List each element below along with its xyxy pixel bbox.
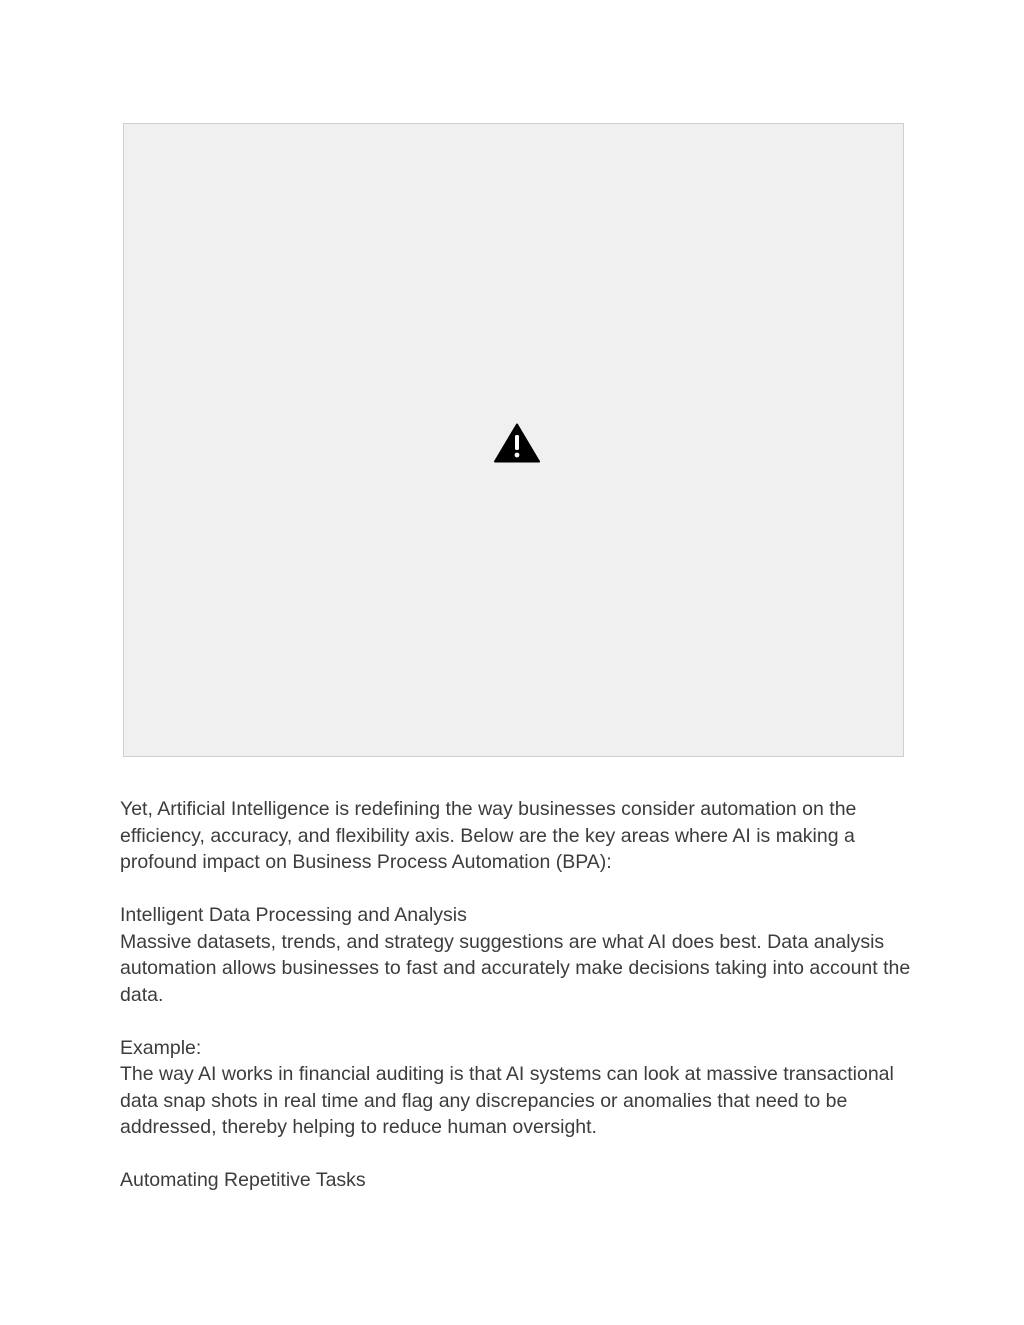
document-body xyxy=(120,796,915,1194)
section-heading-repetitive-tasks: Automating Repetitive Tasks xyxy=(120,1169,366,1191)
warning-triangle-icon xyxy=(494,423,540,463)
example-paragraph: The way AI works in financial auditing is that AI systems can look at massive transactional data snap shots in real time and flag any discrepancies or anomalies that need to be addressed, thereby helping to reduce human oversight. xyxy=(120,1063,894,1138)
section-heading-data-processing: Intelligent Data Processing and Analysis xyxy=(120,904,467,926)
intro-paragraph: Yet, Artificial Intelligence is redefining the way businesses consider automation on the efficiency, accuracy, and flexibility axis. Below are the key areas where AI is making a profound impact on Business Process Automation (BPA): xyxy=(120,798,857,873)
broken-image-placeholder xyxy=(123,123,904,757)
example-label: Example: xyxy=(120,1036,202,1059)
section-body-data-processing: Massive datasets, trends, and strategy suggestions are what AI does best. Data analysis automation allows businesses to fast and accurately make decisions taking into account the data. xyxy=(120,930,911,1006)
